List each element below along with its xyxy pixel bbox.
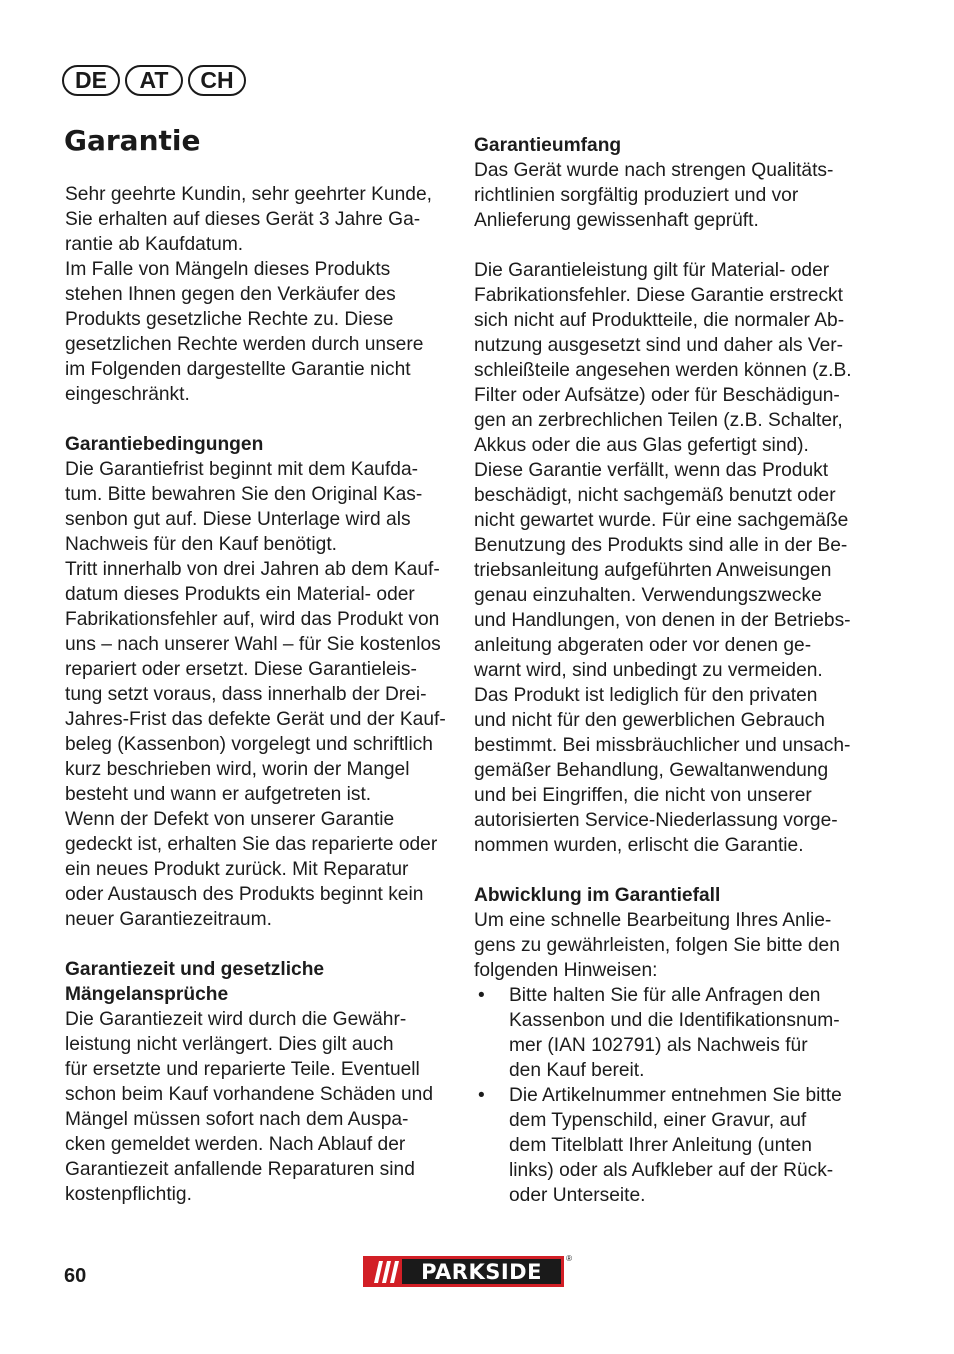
heading-garantieumfang: Garantieumfang	[474, 135, 622, 156]
parkside-logo	[363, 1254, 572, 1287]
page-title: Garantie	[64, 124, 201, 157]
heading-abwicklung: Abwicklung im Garantiefall	[474, 885, 721, 906]
registered-icon: ®	[566, 1254, 572, 1263]
garantieleistung-text: Die Garantieleistung gilt für Material- oder Fabrikationsfehler. Diese Garantie erstreckt sich nicht auf Produktteile, die normaler Ab- nutzung ausgesetzt sind und daher als Ver- schleißteile angesehen werden können (z.B. Filter oder Aufsätze) oder für Beschädigun- gen an zerbrechlichen Teilen (z.B. Schalter, Akkus oder die aus Glas gefertigt sind). Diese Garantie verfällt, wenn das Produkt beschädigt, nicht sachgemäß benutzt oder nicht gewartet wurde. Für eine sachgemäße Benutzung des Produkts sind alle in der Be- triebsanleitung aufgeführten Anweisungen genau einzuhalten. Verwendungszwecke und Handlungen, von denen in der Betriebs- anleitung abgeraten oder vor denen ge- warnt wird, sind unbedingt zu vermeiden. Das Produkt ist lediglich für den privaten und nicht für den gewerblichen Gebrauch bestimmt. Bei missbräuchlicher und unsach- gemäßer Behandlung, Gewaltanwendung und bei Eingriffen, die nicht von unserer autorisierten Service-Niederlassung vorge- nommen wurden, erlischt die Garantie.	[474, 260, 852, 856]
heading-garantiebedingungen: Garantiebedingungen	[65, 434, 264, 455]
left-column	[65, 182, 450, 1207]
badge-de: DE	[62, 65, 120, 96]
badge-ch: CH	[188, 65, 246, 96]
list-item	[474, 1083, 864, 1208]
language-badges	[62, 65, 246, 96]
abwicklung-text: Um eine schnelle Bearbeitung Ihres Anlie- gens zu gewährleisten, folgen Sie bitte den folgenden Hinweisen:	[474, 910, 840, 981]
right-column	[474, 133, 864, 1208]
page-number: 60	[64, 1265, 87, 1287]
logo-text: PARKSIDE	[402, 1259, 561, 1284]
list-item-text: Die Artikelnummer entnehmen Sie bitte dem Typenschild, einer Gravur, auf dem Titelblatt Ihrer Anleitung (unten links) oder als Aufkleber auf der Rück- oder Unterseite.	[509, 1085, 842, 1206]
list-item	[474, 983, 864, 1083]
slashes-icon	[366, 1259, 402, 1284]
hinweise-list	[474, 983, 864, 1208]
intro-paragraph: Sehr geehrte Kundin, sehr geehrter Kunde, Sie erhalten auf dieses Gerät 3 Jahre Ga- rantie ab Kaufdatum. Im Falle von Mängeln dieses Produkts stehen Ihnen gegen den Verkäufer des Produkts gesetzliche Rechte zu. Diese gesetzlichen Rechte werden durch unsere im Folgenden dargestellte Garantie nicht eingeschränkt.	[65, 184, 432, 405]
garantiebedingungen-text: Die Garantiefrist beginnt mit dem Kaufda- tum. Bitte bewahren Sie den Original Kas- senbon gut auf. Diese Unterlage wird als Nachweis für den Kauf benötigt. Tritt innerhalb von drei Jahren ab dem Kauf- datum dieses Produkts ein Material- oder Fabrikationsfehler auf, wird das Produkt von uns – nach unserer Wahl – für Sie kostenlos repariert oder ersetzt. Diese Garantieleis- tung setzt voraus, dass innerhalb der Drei- Jahres-Frist das defekte Gerät und der Kauf- beleg (Kassenbon) vorgelegt und schriftlich kurz beschrieben wird, worin der Mangel besteht und wann er aufgetreten ist. Wenn der Defekt von unserer Garantie gedeckt ist, erhalten Sie das reparierte oder ein neues Produkt zurück. Mit Reparatur oder Austausch des Produkts beginnt kein neuer Garantiezeitraum.	[65, 459, 446, 930]
badge-at: AT	[125, 65, 183, 96]
list-item-text: Bitte halten Sie für alle Anfragen den Kassenbon und die Identifikationsnum- mer (IAN 102791) als Nachweis für den Kauf bereit.	[509, 985, 840, 1081]
heading-garantiezeit: Garantiezeit und gesetzliche Mängelansprüche	[65, 959, 325, 1005]
garantiezeit-text: Die Garantiezeit wird durch die Gewähr- leistung nicht verlängert. Dies gilt auch für ersetzte und reparierte Teile. Eventuell schon beim Kauf vorhandene Schäden und Mängel müssen sofort nach dem Auspa- cken gemeldet werden. Nach Ablauf der Garantiezeit anfallende Reparaturen sind kostenpflichtig.	[65, 1009, 434, 1205]
garantieumfang-text: Das Gerät wurde nach strengen Qualitäts- richtlinien sorgfältig produziert und vor Anlieferung gewissenhaft geprüft.	[474, 160, 834, 231]
bullet-icon: •	[478, 1085, 485, 1106]
bullet-icon: •	[478, 985, 485, 1006]
